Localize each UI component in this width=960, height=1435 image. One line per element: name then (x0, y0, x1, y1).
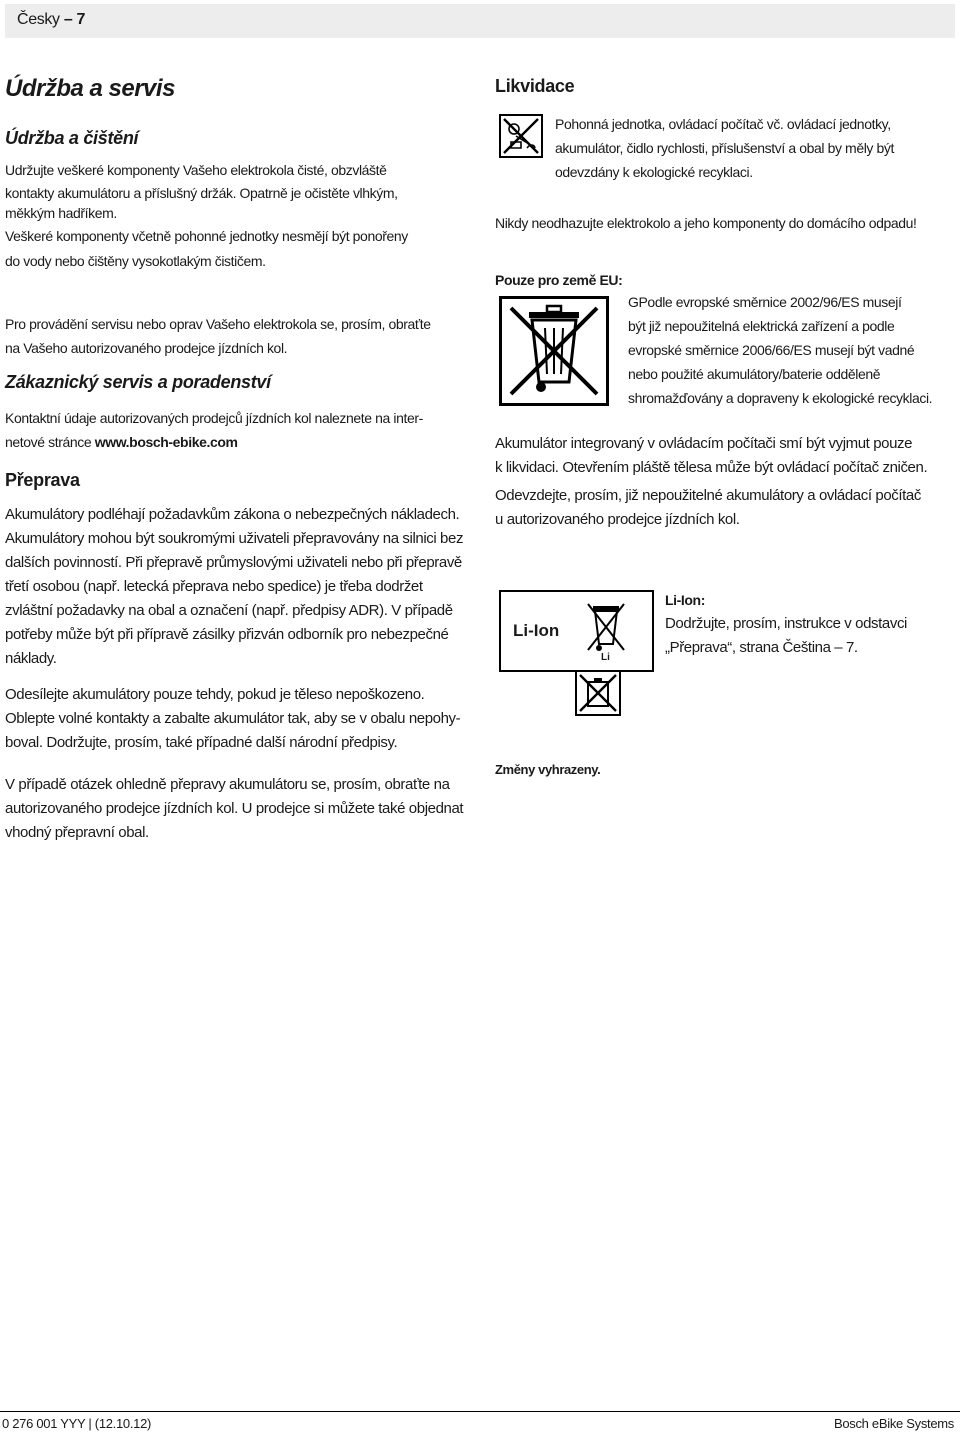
header-page-number: 7 (76, 11, 86, 28)
footer-brand: Bosch eBike Systems (833, 1416, 954, 1431)
customer-service-line2-text: netové stránce (5, 434, 95, 450)
li-ion-line: „Přeprava“, strana Čeština – 7. (665, 639, 858, 656)
eu-text (628, 290, 960, 410)
page-header (5, 4, 955, 38)
transport-line: dalších povinností. Při přepravě průmyslovými uživateli nebo při přepravě (5, 554, 462, 571)
li-ion-line: Dodržujte, prosím, instrukce v odstavci (665, 615, 907, 632)
transport-line: zvláštní požadavky na obal a označení (např. předpisy ADR). V případě (5, 602, 453, 619)
footer-doc-code: 0 276 001 YYY | (12.10.12) (2, 1416, 152, 1431)
eu-line: být již nepoužitelná elektrická zařízení a podle (628, 318, 895, 334)
no-battery-waste-icon (575, 670, 621, 716)
disposal-line: odevzdány k ekologické recyklaci. (555, 164, 753, 180)
battery-line: k likvidaci. Otevřením pláště tělesa může být ovládací počítač zničen. (495, 459, 928, 476)
header-language: Česky (17, 11, 60, 28)
battery-line: Akumulátor integrovaný v ovládacím počítači smí být vyjmut pouze (495, 435, 913, 452)
no-household-waste-icon (499, 114, 543, 158)
page-title: Údržba a servis (5, 75, 175, 102)
battery-line: u autorizovaného prodejce jízdních kol. (495, 511, 740, 528)
transport-line: náklady. (5, 650, 57, 667)
transport-para-2 (5, 683, 475, 755)
maintenance-line: měkkým hadříkem. (5, 205, 117, 221)
maintenance-line: Udržujte veškeré komponenty Vašeho elektrokola čisté, obzvláště (5, 162, 387, 178)
customer-service-line: Kontaktní údaje autorizovaných prodejců jízdních kol naleznete na inter- (5, 410, 423, 426)
transport-line: Oblepte volné kontakty a zabalte akumulátor tak, aby se v obalu nepohy- (5, 710, 461, 727)
header-separator: – (63, 11, 73, 28)
li-ion-label: Li-Ion (513, 621, 560, 640)
transport-line: Odesílejte akumulátory pouze tehdy, pokud je těleso nepoškozeno. (5, 686, 425, 703)
page-footer (0, 1408, 960, 1435)
crossed-bin-icon (499, 296, 609, 406)
disposal-warning: Nikdy neodhazujte elektrokolo a jeho komponenty do domácího odpadu! (495, 215, 917, 231)
service-line: Pro provádění servisu nebo oprav Vašeho elektrokola se, prosím, obraťte (5, 316, 431, 332)
bosch-ebike-link[interactable]: www.bosch-ebike.com (94, 434, 238, 450)
battery-line: Odevzdejte, prosím, již nepoužitelné akumulátory a ovládací počítač (495, 487, 921, 504)
service-text (5, 312, 475, 360)
transport-line: autorizovaného prodejce jízdních kol. U prodejce si můžete také objednat (5, 800, 464, 817)
disposal-intro (555, 112, 960, 184)
transport-line: V případě otázek ohledně přepravy akumulátoru se, prosím, obraťte na (5, 776, 450, 793)
changes-reserved: Změny vyhrazeny. (495, 762, 601, 777)
li-ion-label-box (499, 590, 654, 672)
eu-line: nebo použité akumulátory/baterie odděleně (628, 366, 881, 382)
maintenance-line: do vody nebo čištěny vysokotlakým čističem. (5, 253, 266, 269)
transport-para-3 (5, 773, 475, 845)
footer-divider (0, 1411, 960, 1412)
eu-line: evropské směrnice 2006/66/ES musejí být vadné (628, 342, 915, 358)
disposal-line: Pohonná jednotka, ovládací počítač vč. ovládací jednotky, (555, 116, 891, 132)
maintenance-heading: Údržba a čištění (5, 128, 139, 148)
transport-heading: Přeprava (5, 470, 80, 490)
maintenance-line: Veškeré komponenty včetně pohonné jednotky nesmějí být ponořeny (5, 228, 408, 244)
battery-text-1 (495, 432, 960, 480)
battery-text-2 (495, 484, 960, 532)
maintenance-text (5, 158, 475, 273)
li-ion-text (665, 612, 960, 660)
transport-para-1 (5, 503, 475, 671)
header-label (17, 11, 85, 29)
li-bin-icon (583, 598, 629, 662)
disposal-heading: Likvidace (495, 76, 575, 96)
transport-line: Akumulátory podléhají požadavkům zákona o nebezpečných nákladech. (5, 506, 460, 523)
maintenance-line: kontakty akumulátoru a příslušný držák. Opatrně je očistěte vlhkým, (5, 185, 398, 201)
li-bin-label: Li (601, 652, 610, 663)
transport-line: Akumulátory mohou být soukromými uživateli přepravovány na silnici bez (5, 530, 464, 547)
transport-line: třetí osobou (např. letecká přeprava nebo spedice) je třeba dodržet (5, 578, 423, 595)
service-line: na Vašeho autorizovaného prodejce jízdních kol. (5, 340, 288, 356)
eu-heading: Pouze pro země EU: (495, 272, 623, 288)
eu-line: shromažďovány a dopraveny k ekologické recyklaci. (628, 390, 933, 406)
eu-line: GPodle evropské směrnice 2002/96/ES musejí (628, 294, 902, 310)
transport-line: potřeby může být při přípravě zásilky přizván odborník pro nebezpečné (5, 626, 449, 643)
customer-service-text (5, 406, 475, 454)
disposal-line: akumulátor, čidlo rychlosti, příslušenství a obal by měly být (555, 140, 894, 156)
li-ion-heading: Li-Ion: (665, 592, 705, 608)
transport-line: vhodný přepravní obal. (5, 824, 149, 841)
customer-service-heading: Zákaznický servis a poradenství (5, 372, 271, 392)
customer-service-line (5, 430, 475, 454)
transport-line: boval. Dodržujte, prosím, také případné další národní předpisy. (5, 734, 398, 751)
